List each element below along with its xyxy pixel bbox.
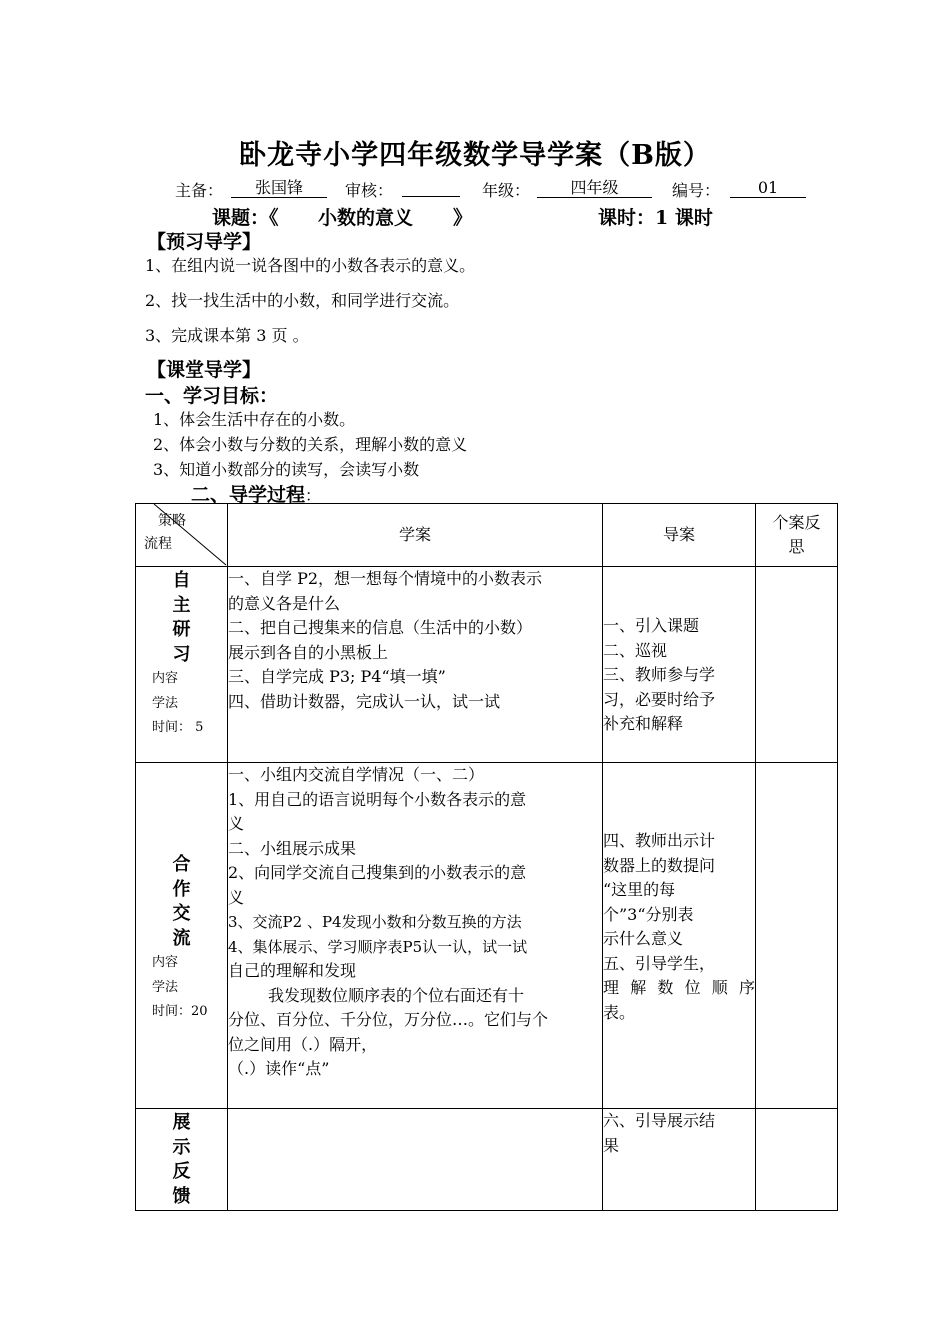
reviewer-label: 审核： <box>345 181 394 200</box>
stage-char: 展 <box>172 1112 191 1133</box>
guide-line: 一、引入课题 <box>603 616 700 635</box>
reflect-cell <box>756 567 838 763</box>
stage-cell <box>136 1109 228 1211</box>
table-row <box>136 763 838 1109</box>
topic-name: 小数的意义 <box>318 207 414 229</box>
grade-label: 年级： <box>482 181 531 200</box>
stage-sub: 内容 <box>152 671 179 686</box>
guide-line: 数器上的数提问 <box>603 855 716 875</box>
col-guide-header: 导案 <box>603 504 756 567</box>
guide-line: 六、引导展示结 <box>603 1111 716 1130</box>
grade-value: 四年级 <box>537 179 652 198</box>
classroom-heading: 【课堂导学】 <box>147 359 262 381</box>
table-row <box>136 1109 838 1211</box>
number-field <box>730 178 806 198</box>
objectives-heading: 一、学习目标： <box>145 385 279 407</box>
corner-cell <box>136 504 228 567</box>
reflect-cell <box>756 1109 838 1211</box>
lesson-hours: 课时：1 课时 <box>598 207 713 229</box>
study-line: 展示到各自的小黑板上 <box>228 642 389 662</box>
preview-item: 1、在组内说一说各图中的小数各表示的意义。 <box>145 256 476 275</box>
grade-field <box>537 178 652 198</box>
table-row <box>136 567 838 763</box>
col-reflect-label: 思 <box>788 537 805 556</box>
stage-char: 反 <box>172 1161 191 1182</box>
process-colon: ： <box>305 486 322 505</box>
stage-sub: 时间：20 <box>152 1004 208 1019</box>
author-label: 主备： <box>175 181 224 200</box>
process-heading: 二、导学过程 <box>191 484 306 506</box>
col-reflect-header <box>756 504 838 567</box>
guide-line: 示什么意义 <box>603 929 684 948</box>
study-line: 三、自学完成 P3; P4“填一填” <box>228 667 446 686</box>
stage-char: 自 <box>172 570 191 591</box>
guide-line: 表。 <box>603 1002 636 1022</box>
guide-line: 二、巡视 <box>603 640 668 660</box>
guide-line: 三、教师参与学 <box>603 665 716 684</box>
study-line: 我发现数位顺序表的个位右面还有十 <box>268 985 525 1005</box>
guide-line: “这里的每 <box>603 880 676 899</box>
stage-char: 馈 <box>172 1185 191 1207</box>
stage-char: 合 <box>172 854 191 875</box>
guide-cell <box>603 763 756 1109</box>
guide-line: 果 <box>603 1135 620 1155</box>
study-line: 义 <box>228 814 245 833</box>
page-title: 卧龙寺小学四年级数学导学案（B版） <box>239 140 711 171</box>
study-line: 分位、百分位、千分位，万分位…。它们与个 <box>228 1010 549 1029</box>
topic-close: 》 <box>453 207 473 229</box>
preview-item: 3、完成课本第 3 页 。 <box>145 326 309 345</box>
study-cell <box>228 1109 603 1211</box>
study-cell <box>228 567 603 763</box>
guide-cell <box>603 567 756 763</box>
study-line: 2、向同学交流自己搜集到的小数表示的意 <box>228 863 527 882</box>
stage-char: 作 <box>172 878 191 900</box>
objective-item: 1、体会生活中存在的小数。 <box>153 410 356 429</box>
stage-char: 交 <box>172 903 191 924</box>
number-label: 编号： <box>672 181 721 200</box>
number-value: 01 <box>730 179 806 198</box>
study-line: （.）读作“点” <box>228 1059 330 1078</box>
stage-sub: 内容 <box>152 955 179 970</box>
guide-line: 个”3“分别表 <box>603 904 694 924</box>
stage-cell <box>136 763 228 1109</box>
table-header-row <box>136 504 838 567</box>
objective-item: 2、体会小数与分数的关系，理解小数的意义 <box>153 435 468 454</box>
reviewer-value <box>402 178 460 197</box>
guide-line: 五、引导学生， <box>603 953 716 973</box>
stage-char: 流 <box>172 927 191 949</box>
objective-item: 3、知道小数部分的读写，会读写小数 <box>153 460 420 479</box>
stage-char: 习 <box>172 643 191 665</box>
stage-sub: 时间： 5 <box>152 720 204 735</box>
guide-line: 四、教师出示计 <box>603 831 716 850</box>
stage-sub: 学法 <box>152 979 179 995</box>
guide-line: 补充和解释 <box>603 714 684 733</box>
corner-top-label: 策略 <box>158 513 186 529</box>
topic-label: 课题：《 <box>212 207 279 229</box>
guide-line: 习，必要时给予 <box>603 689 716 709</box>
study-line: 一、自学 P2，想一想每个情境中的小数表示 <box>228 569 543 588</box>
stage-sub: 学法 <box>152 695 179 711</box>
guide-line: 理解数位顺序 <box>603 978 755 997</box>
study-line: 1、用自己的语言说明每个小数各表示的意 <box>228 789 527 809</box>
reflect-cell <box>756 763 838 1109</box>
study-line: 义 <box>228 887 245 907</box>
study-line: 4、集体展示、学习顺序表P5认一认，试一试 <box>228 937 528 956</box>
author-value: 张国锋 <box>231 179 327 198</box>
study-line: 自己的理解和发现 <box>228 961 357 980</box>
study-line: 的意义各是什么 <box>228 593 341 613</box>
guide-cell <box>603 1109 756 1211</box>
col-reflect-label: 个案反 <box>772 513 821 532</box>
study-line: 一、小组内交流自学情况（一、二） <box>228 765 485 784</box>
study-line: 四、借助计数器，完成认一认，试一试 <box>228 691 501 711</box>
stage-char: 示 <box>172 1136 191 1158</box>
preview-heading: 【预习导学】 <box>147 231 262 253</box>
col-study-header: 学案 <box>228 504 603 567</box>
study-line: 3、交流P2 、P4发现小数和分数互换的方法 <box>228 913 522 931</box>
corner-bottom-label: 流程 <box>144 536 172 552</box>
study-cell <box>228 763 603 1109</box>
stage-char: 研 <box>172 619 191 640</box>
study-line: 二、小组展示成果 <box>228 838 357 858</box>
author-field <box>231 178 327 198</box>
stage-cell <box>136 567 228 763</box>
reviewer-field <box>402 178 460 201</box>
process-table <box>135 503 838 1211</box>
study-line: 二、把自己搜集来的信息（生活中的小数） <box>228 618 533 637</box>
study-line: 位之间用（.）隔开， <box>228 1034 378 1054</box>
stage-char: 主 <box>172 594 191 616</box>
preview-item: 2、找一找生活中的小数，和同学进行交流。 <box>145 291 460 310</box>
